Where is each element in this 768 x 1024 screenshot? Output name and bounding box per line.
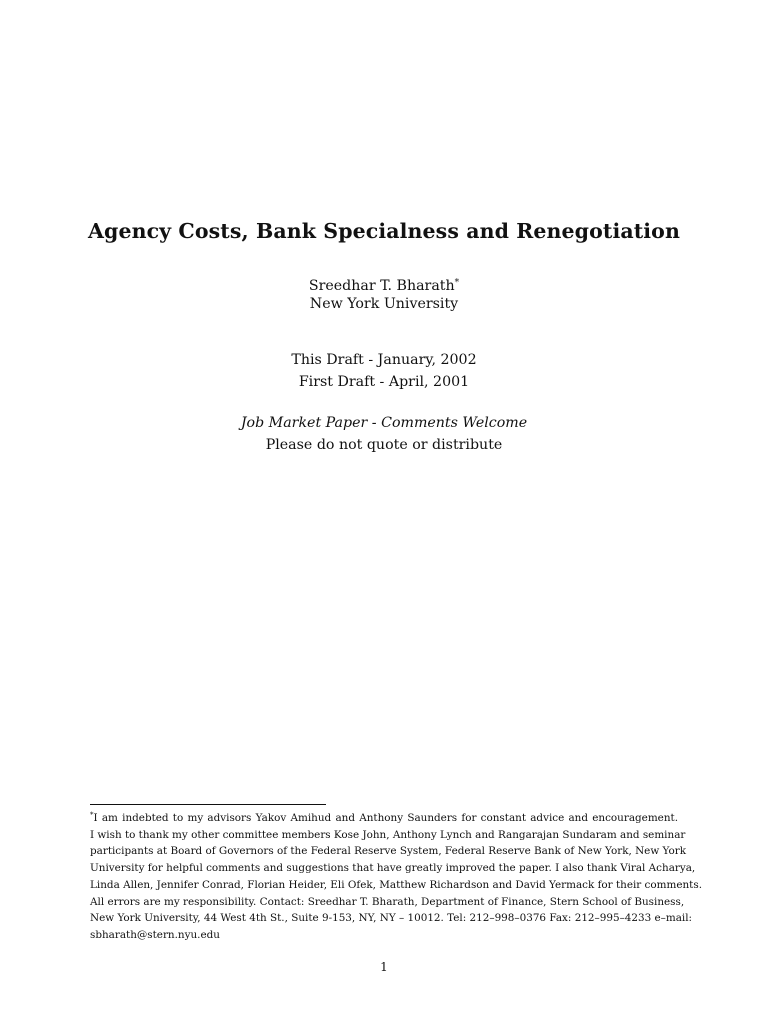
paper-title: Agency Costs, Bank Specialness and Renegotiation [88, 219, 680, 243]
author-name: Sreedhar T. Bharath [308, 278, 455, 294]
footnote-line: New York University, 44 West 4th St., Suite 9-153, NY, NY – 10012. Tel: 212–998–0376 Fax: 212–995–4233 e–mail: [90, 912, 693, 925]
distribution-note: Please do not quote or distribute [265, 437, 503, 453]
this-draft-date: This Draft - January, 2002 [291, 352, 477, 368]
footnote-line: participants at Board of Governors of the Federal Reserve System, Federal Reserve Bank of New York, New York [90, 845, 687, 858]
footnote-line: All errors are my responsibility. Contact: Sreedhar T. Bharath, Department of Finance, Stern School of Business, [90, 895, 685, 908]
footnote-email: sbharath@stern.nyu.edu [90, 928, 220, 941]
footnote-line: I wish to thank my other committee members Kose John, Anthony Lynch and Rangarajan Sundaram and seminar [90, 828, 686, 841]
author-line [0, 273, 768, 296]
footnote-line: Linda Allen, Jennifer Conrad, Florian Heider, Eli Ofek, Matthew Richardson and David Yermack for their comments. [90, 878, 702, 891]
acknowledgement-footnote [90, 807, 702, 944]
footnote-line: *I am indebted to my advisors Yakov Amihud and Anthony Saunders for constant advice and encouragement. [90, 811, 678, 824]
author-affiliation: New York University [309, 296, 459, 312]
first-draft-date: First Draft - April, 2001 [298, 374, 470, 390]
page-number: 1 [380, 960, 388, 974]
footnote-line: University for helpful comments and suggestions that have greatly improved the paper. I also thank Viral Acharya, [90, 862, 696, 875]
footnote-rule [90, 804, 326, 805]
author-footnote-mark: * [454, 278, 460, 288]
job-market-note: Job Market Paper - Comments Welcome [240, 415, 528, 431]
footnote-mark: * [90, 811, 94, 819]
